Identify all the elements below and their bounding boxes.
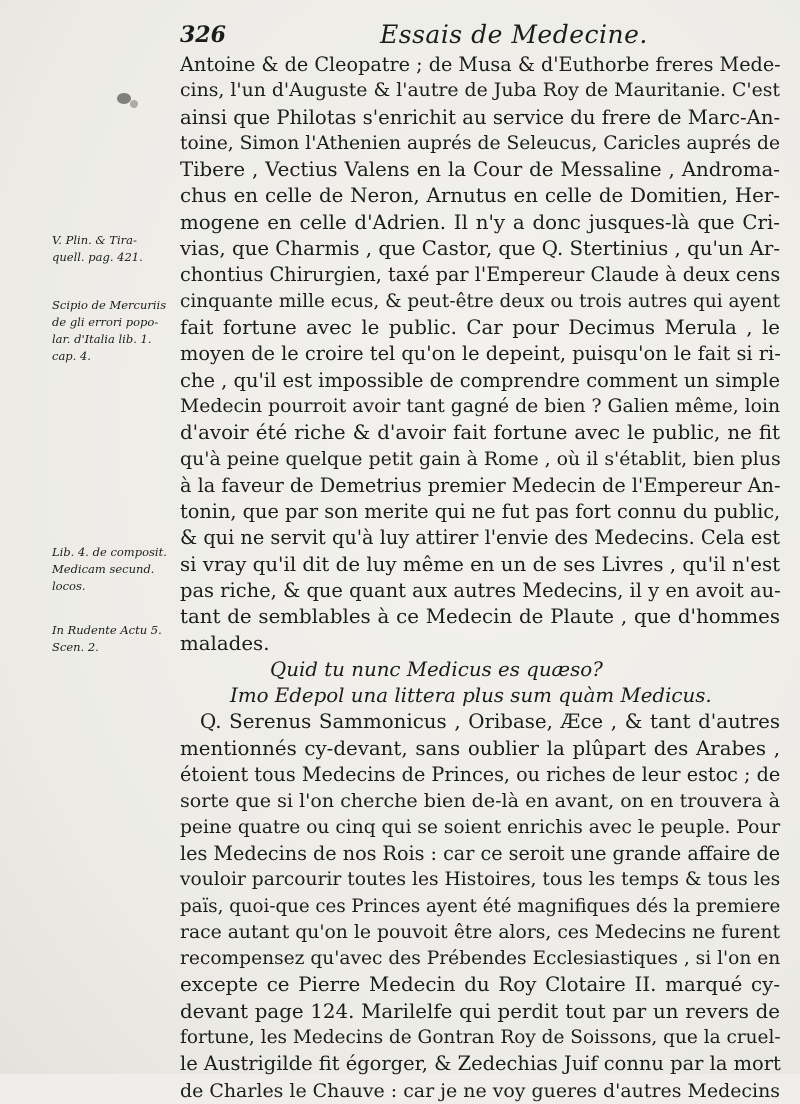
text-line: vias, que Charmis , que Castor, que Q. Stertinius , qu'un Ar-	[180, 237, 780, 261]
text-line: peine quatre ou cinq qui se soient enrichis avec le peuple. Pour	[180, 816, 781, 838]
text-line: si vray qu'il dit de luy même en un de ses Livres , qu'il n'est	[180, 552, 781, 576]
text-line: les Medecins de nos Rois : car ce seroit une grande affaire de	[180, 841, 781, 865]
margin-note-line: Lib. 4. de composit.	[52, 545, 167, 559]
margin-note-line: quell. pag. 421.	[52, 250, 143, 264]
running-title: Essais de Medecine.	[380, 20, 648, 49]
ink-smudge	[130, 100, 138, 108]
text-line: étoient tous Medecins de Princes, ou riches de leur estoc ; de	[180, 763, 781, 787]
margin-note-line: In Rudente Actu 5.	[52, 623, 162, 637]
text-line: Antoine & de Cleopatre ; de Musa & d'Euthorbe freres Mede-	[180, 53, 781, 76]
text-line: chus en celle de Neron, Arnutus en celle de Domitien, Her-	[180, 184, 780, 208]
text-line: ainsi que Philotas s'enrichit au service du frere de Marc-An-	[180, 105, 781, 129]
text-line: cins, l'un d'Auguste & l'autre de Juba Roy de Mauritanie. C'est	[180, 80, 780, 102]
margin-note-line: locos.	[52, 579, 86, 593]
main-text	[180, 52, 780, 1104]
margin-note-line: cap. 4.	[52, 349, 91, 363]
page-number: 326	[180, 22, 226, 48]
text-line: chontius Chirurgien, taxé par l'Empereur Claude à deux cens	[180, 263, 781, 287]
text-line: païs, quoi-que ces Princes ayent été magnifiques dés la premiere	[180, 895, 781, 917]
margin-note-line: lar. d'Italia lib. 1.	[52, 332, 152, 346]
text-line: tant de semblables à ce Medecin de Plaute , que d'hommes	[180, 605, 780, 629]
text-line: race autant qu'on le pouvoit être alors, ces Medecins ne furent	[180, 921, 780, 943]
margin-note-line: Scen. 2.	[52, 640, 99, 654]
text-line: mogene en celle d'Adrien. Il n'y a donc jusques-là que Cri-	[180, 210, 780, 234]
text-line: sorte que si l'on cherche bien de-là en avant, on en trouvera à	[180, 790, 780, 813]
text-line: qu'à peine quelque petit gain à Rome , où il s'établit, bien plus	[180, 448, 781, 471]
margin-note	[52, 544, 177, 595]
text-line: Medecin pourroit avoir tant gagné de bien ? Galien même, loin	[180, 395, 781, 417]
text-line: mentionnés cy-devant, sans oublier la plûpart des Arabes ,	[180, 736, 780, 760]
margin-note-line: V. Plin. & Tira-	[52, 233, 137, 247]
margin-note	[52, 622, 177, 656]
text-line: tonin, que par son merite qui ne fut pas fort connu du public,	[180, 500, 781, 524]
text-line: recompensez qu'avec des Prébendes Ecclesiastiques , si l'on en	[180, 948, 781, 970]
text-line: de Charles le Chauve : car je ne voy gueres d'autres Medecins	[180, 1079, 780, 1102]
text-line: Tibere , Vectius Valens en la Cour de Messaline , Androma-	[180, 158, 780, 182]
text-line: cinquante mille ecus, & peut-être deux ou trois autres qui ayent	[180, 290, 781, 312]
text-line: d'avoir été riche & d'avoir fait fortune avec le public, ne fit	[180, 421, 780, 445]
text-line: excepte ce Pierre Medecin du Roy Clotaire II. marqué cy-	[180, 973, 780, 997]
text-line: le Austrigilde fit égorger, & Zedechias Juif connu par la mort	[180, 1052, 781, 1076]
text-line: che , qu'il est impossible de comprendre comment un simple	[180, 368, 780, 392]
text-line: moyen de le croire tel qu'on le depeint, puisqu'on le fait si ri-	[180, 342, 781, 366]
page-header	[180, 18, 780, 52]
text-line: toine, Simon l'Athenien auprés de Seleucus, Caricles auprés de	[180, 132, 780, 154]
text-line: & qui ne servit qu'à luy attirer l'envie des Medecins. Cela est	[180, 526, 780, 550]
text-line: malades.	[180, 631, 270, 655]
text-line: fortune, les Medecins de Gontran Roy de Soissons, que la cruel-	[180, 1026, 781, 1048]
margin-note-line: Medicam secund.	[52, 562, 155, 576]
margin-note-line: Scipio de Mercuriis	[52, 298, 167, 312]
margin-note-line: de gli errori popo-	[52, 315, 159, 329]
text-line: pas riche, & que quant aux autres Medecins, il y en avoit au-	[180, 578, 781, 602]
ink-smudge	[117, 93, 131, 104]
text-line: devant page 124. Marilelfe qui perdit tout par un revers de	[180, 999, 780, 1023]
text-line: Q. Serenus Sammonicus , Oribase, Æce , & tant d'autres	[200, 710, 780, 734]
text-line: fait fortune avec le public. Car pour Decimus Merula , le	[180, 315, 780, 339]
quote-line: Quid tu nunc Medicus es quæso?	[270, 657, 603, 681]
text-line: vouloir parcourir toutes les Histoires, tous les temps & tous les	[180, 869, 781, 891]
margin-note	[52, 297, 177, 365]
text-line: à la faveur de Demetrius premier Medecin de l'Empereur An-	[180, 473, 781, 497]
quote-line: Imo Edepol una littera plus sum quàm Medicus.	[230, 684, 712, 708]
margin-note	[52, 232, 177, 266]
